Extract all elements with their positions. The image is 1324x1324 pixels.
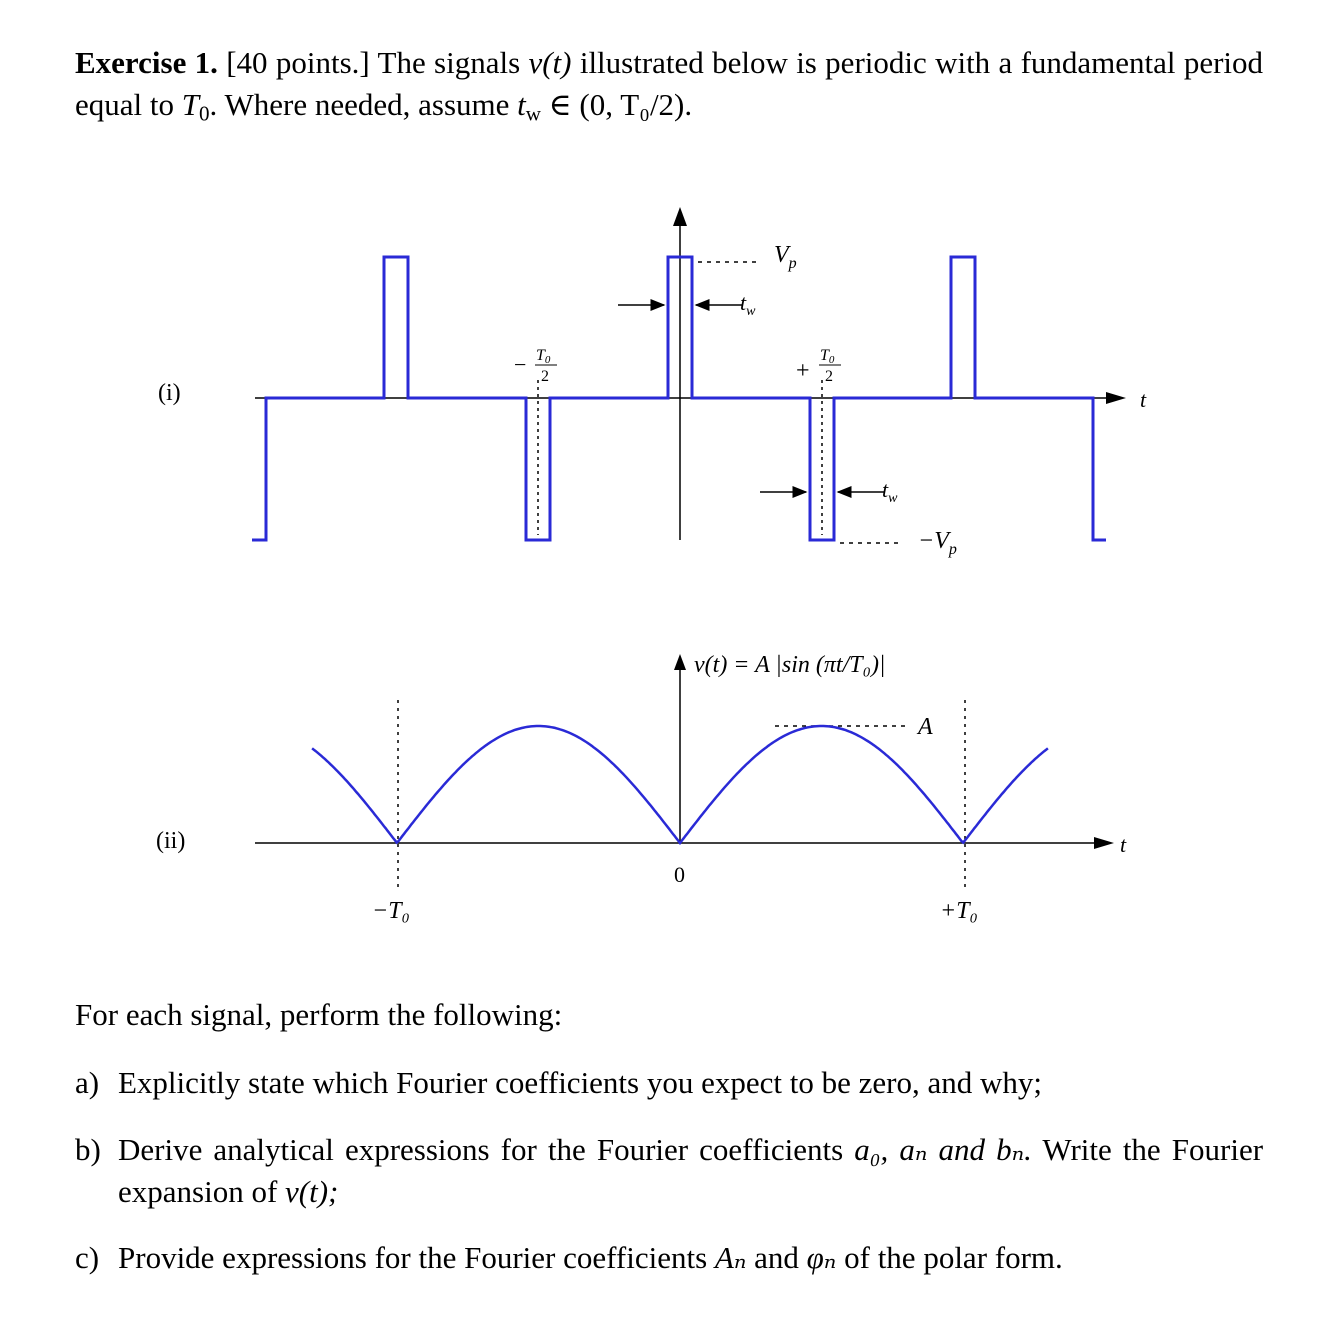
exercise-heading: Exercise 1. <box>75 45 218 80</box>
pos-half-num: T0 <box>820 347 835 366</box>
t-axis-arrow-ii <box>1094 837 1114 849</box>
task-a-tag: a) <box>75 1065 100 1100</box>
math-tw-letter: t <box>517 87 526 122</box>
origin-label: 0 <box>674 862 685 887</box>
task-b-text-1: Derive analytical expressions for the Fourier coefficients <box>118 1132 844 1167</box>
tw-label-top: $t_w$ <box>740 290 756 319</box>
y-axis-arrow-i <box>673 207 687 226</box>
task-c-body <box>118 1237 1263 1279</box>
figure-ii <box>156 652 1127 924</box>
neg-half-num: T0 <box>536 347 551 366</box>
task-c-tag: c) <box>75 1240 100 1275</box>
pos-half-period-label <box>796 347 841 385</box>
math-T0-letter: T <box>181 87 199 122</box>
pos-T0-label: +T₀ <box>940 898 978 924</box>
task-c-An: Aₙ <box>714 1240 747 1275</box>
tw-label-bottom: $t_w$ <box>882 477 898 506</box>
neg-half-sign: − <box>514 352 527 377</box>
panel-label-i: (i) <box>158 380 181 406</box>
task-a <box>75 1062 1263 1104</box>
exercise-points: [40 points.] <box>226 45 370 80</box>
t-axis-label-i: t <box>1140 387 1147 412</box>
task-b-vt: v(t); <box>285 1174 339 1209</box>
task-c-phi: φₙ <box>806 1240 837 1275</box>
neg-half-period-label <box>514 347 557 385</box>
task-b-body <box>118 1129 1263 1213</box>
task-c <box>75 1237 1263 1279</box>
tasks-lead: For each signal, perform the following: <box>75 997 563 1032</box>
pos-half-den: 2 <box>825 368 833 385</box>
t-axis-arrow-i <box>1106 392 1126 404</box>
neg-vp-label: $-V_p$ <box>918 528 957 558</box>
math-T0: $T_0$ <box>181 87 210 126</box>
task-c-text-1: Provide expressions for the Fourier coefficients <box>118 1240 708 1275</box>
task-b-text-3: Fourier expansion of <box>118 1132 1264 1209</box>
task-b-tag: b) <box>75 1132 101 1167</box>
amplitude-label: A <box>918 714 933 740</box>
intro-text-2: illustrated below is periodic with a fundamental <box>579 45 1176 80</box>
intro-text-3: period equal to <box>75 45 1264 122</box>
task-c-and: and <box>754 1240 799 1275</box>
formula-label: v(t) = A |sin (πt/T₀)| <box>694 652 886 678</box>
y-axis-arrow-ii <box>674 654 686 670</box>
task-b-coeffs: a₀, aₙ and bₙ. <box>854 1132 1032 1167</box>
intro-text-4: . Where needed, assume <box>209 87 510 122</box>
neg-half-den: 2 <box>541 368 549 385</box>
task-a-text: Explicitly state which Fourier coefficients you expect to be zero, and why; <box>118 1065 1042 1100</box>
panel-label-ii: (ii) <box>156 828 186 854</box>
math-vt: v(t) <box>528 45 572 80</box>
task-c-text-2: of the polar form. <box>844 1240 1063 1275</box>
math-interval: ∈ (0, T₀/2). <box>548 87 693 122</box>
task-b-text-2: Write the <box>1042 1132 1161 1167</box>
task-b <box>75 1129 1263 1213</box>
pos-half-sign: + <box>796 358 810 384</box>
neg-T0-label: −T₀ <box>372 898 410 924</box>
figure-i <box>158 207 1147 558</box>
t-axis-label-ii: t <box>1120 832 1127 857</box>
intro-text-1: The signals <box>377 45 521 80</box>
vp-label: $V_p$ <box>774 242 797 272</box>
math-tw: $t_w$ <box>517 87 541 126</box>
